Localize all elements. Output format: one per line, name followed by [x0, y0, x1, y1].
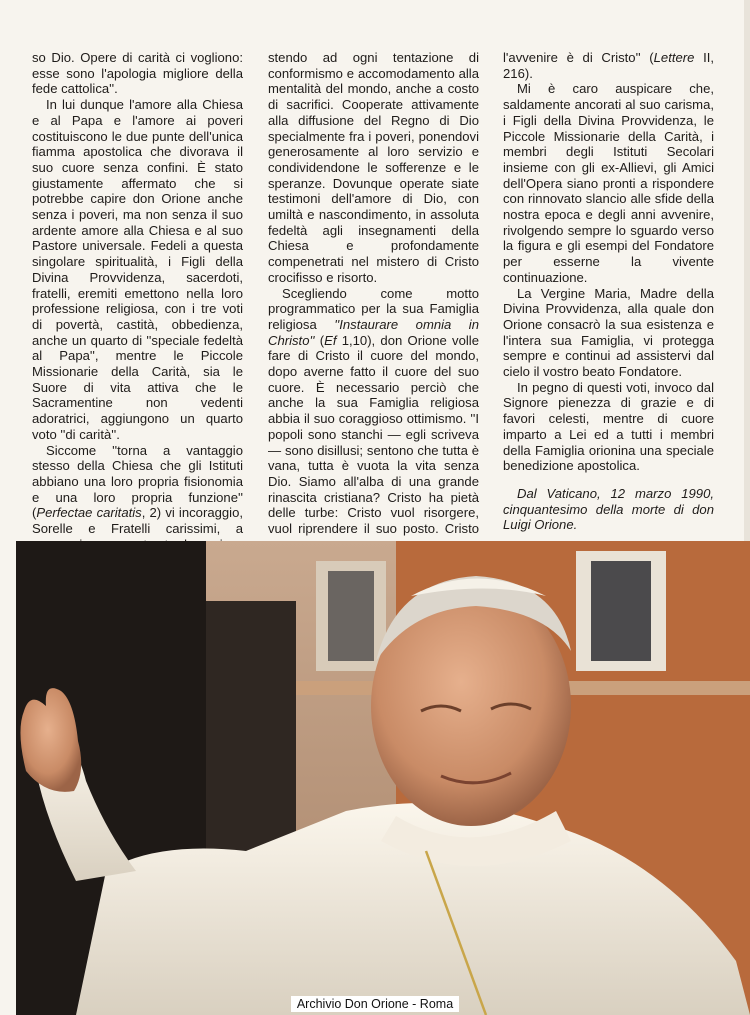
column-1: [32, 50, 243, 553]
text-run: l'avvenire è di Cristo'' (: [503, 50, 654, 65]
window-pane: [591, 561, 651, 661]
text-run: Siccome ''torna a vantaggio stesso della Chiesa che gli Istituti abbiano una loro propria fisionomia e una loro propria funzione'' (: [32, 442, 243, 521]
column-3-paragraph-1: [503, 50, 714, 81]
column-3-paragraph-4: In pegno di questi voti, invoco dal Signore pienezza di grazie e di favori celesti, mentre di cuore imparto a Lei ed a tutti i membri della Famiglia orionina una speciale benedizione apostolica.: [503, 379, 714, 474]
citation-italic: Lettere: [653, 50, 695, 65]
text-run: II, 216).: [503, 50, 714, 81]
motto-italic: ''Instaurare omnia in Christo'': [268, 316, 479, 348]
article-text: [32, 50, 720, 537]
column-1-paragraph-2: In lui dunque l'amore alla Chiesa e al Papa e l'amore ai poveri costituiscono le due punte dell'unica fiamma apostolica che divorava il suo cuore senza confini. È stato giustamente affermato che si potrebbe capire don Orione anche senza i poveri, ma non senza il suo ardente amore alla Chiesa e al suo Pastore universale. Fedeli a questa singolare spiritualità, i Figli della Divina Provvidenza, sacerdoti, fratelli, eremiti emettono nella loro professione religiosa, con i tre voti di povertà, castità, obbedienza, anche un quarto di ''speciale fedeltà al Papa'', mentre le Piccole Missionarie della Carità, sia le Suore di vita attiva che le Sacramentine non vedenti adoratrici, aggiungono un quarto voto ''di carità''.: [32, 97, 243, 442]
signature-dateline: Dal Vaticano, 12 marzo 1990, cinquantesimo della morte di don Luigi Orione.: [503, 485, 714, 533]
archive-label-text: Archivio Don Orione - Roma: [291, 996, 459, 1012]
column-2: [268, 50, 479, 553]
citation-italic: Ef: [324, 332, 337, 348]
text-run: 1,10), don Orione volle fare di Cristo il cuore del mondo, dopo averne fatto il cuore del suo cuore. È necessario perciò che anche la sua Famiglia religiosa abbia il suo coraggioso ottimismo. ''I popoli sono stanchi — egli scriveva — sono disillusi; sentono che tutta è vana, tutta è vuota la vita senza Dio. Siamo all'alba di una grande rinascita cristiana? Cristo ha pietà delle turbe: Cristo vuol risorgere, vuol riprendere il suo posto. Cristo: [268, 332, 479, 537]
photo-illustration: [16, 541, 750, 1015]
text-run: (: [314, 332, 325, 348]
text-run: Scegliendo come motto programmatico per la sua Famiglia religiosa: [268, 285, 479, 332]
column-3-paragraph-2: Mi è caro auspicare che, saldamente ancorati al suo carisma, i Figli della Divina Provvidenza, le Piccole Missionarie della Carità, i membri degli Istituti Secolari insieme con gli ex-Allievi, gli Amici dell'Opera siano pronti a rispondere con rinnovato slancio alle sfide della nostra epoca e degli anni avvenire, rivolgendo sempre lo sguardo verso la figura e gli esempi del Fondatore per esserne la vivente continuazione.: [503, 81, 714, 285]
column-3: [503, 50, 714, 533]
column-2-paragraph-1: stendo ad ogni tentazione di conformismo e accomodamento alla mentalità del mondo, anche a costo di sacrifici. Cooperate attivamente alla diffusione del Regno di Dio specialmente fra i poveri, ponendovi generosamente al loro servizio e condividendone le sofferenze e le speranze. Dovunque operate siate testimoni dell'amore di Dio, con umiltà e nascondimento, in assoluta fedeltà agli insegnamenti della Chiesa e profondamente compenetrati nel mistero di Cristo crocifisso e risorto.: [268, 50, 479, 285]
citation-italic: Perfectae caritatis: [36, 505, 142, 521]
column-1-paragraph-1: so Dio. Opere di carità ci vogliono: esse sono l'apologia migliore della fede cattolica''.: [32, 50, 243, 97]
column-1-paragraph-3: [32, 443, 243, 553]
archive-watermark: [0, 997, 750, 1011]
column-3-paragraph-3: La Vergine Maria, Madre della Divina Provvidenza, alla quale don Orione consacrò la sua esistenza e l'intera sua Famiglia, vi protegga sempre e continui ad assistervi dal cielo il vostro beato Fondatore.: [503, 285, 714, 380]
column-2-paragraph-2: [268, 286, 479, 553]
text-run: , 2) vi incoraggio, Sorelle e Fratelli carissimi, a: [32, 505, 243, 537]
pope-photograph: [16, 541, 750, 1015]
window-pane-left: [328, 571, 374, 661]
